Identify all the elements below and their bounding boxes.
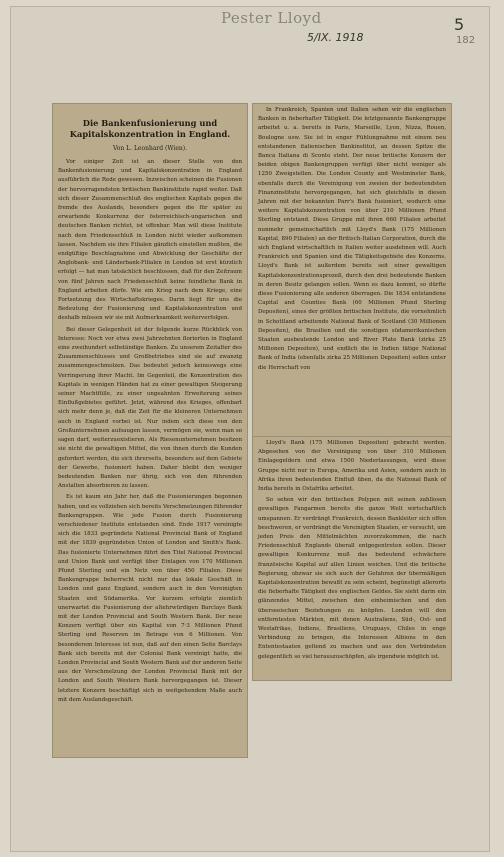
article-author: Von L. Leonhard (Wien). [112,145,188,152]
newspaper-name: Pester Lloyd [221,9,322,27]
archive-number: 182 [456,35,476,46]
column-3-text [253,437,451,666]
paragraph: Vor einiger Zeit ist an dieser Stelle von den Bankenfusionierung und Kapitalskonzentration in England ausführlich die Rede gewesen. Inzwischen scheinen die Fusionen der hervorragendsten britischen Bankinstitute rapid weiter. Daß sich dieser Zusammenschluß des englischen Kapitals gegen die fremde des Auslands, besonders gegen die für später zu erwartende Konkurrenz der österreichisch-ungarischen und deutschen Banken richtet, ist offenbar. Man will diese Institute nach dem Friedensschluß in London nicht wieder aufkommen lassen. Nachdem sie ihre Filialen gänzlich einstellen mußten, die endgültige Beschlagnahme und Abwicklung der Geschäfte der Anglobank- und Länderbank-Filialen in London ist erst kürzlich erfolgt — hat man tatsächlich beschlossen, daß für den Zeitraum von fünf Jahren nach Friedensschluß keine feindliche Bank in England arbeiten dürfe. Wie ein Krieg nach dem Kriege, eine Fortsetzung des Wirtschaftskrieges. Darin liegt für uns die Bedeutung der Fusionierung und Kapitalskonzentration und deshalb müssen wir sie mit Aufmerksamkeit weiterverfolgen. [58,159,242,322]
column-2-text [253,104,451,377]
clipping-column-2 [252,103,452,440]
clipping-column-1 [52,103,248,758]
paragraph: In Frankreich, Spanien und Italien sehen wir die englischen Banken in fieberhafter Tätigkeit. Die letztgenannte Bankengruppe arbeitet u. a. bereits in Paris, Marseille, Lyon, Nizza, Rouen, Boulogne usw. Sie ist in enger Fühlungnahme mit einem neu entstandenen italienischen Bankinstitut, an dessen Spitze die Banca Italiana di Sconto steht. Der neue britische Konzern der beiden obigen Bankengruppen verfügt über nicht weniger als 1250 Zweigstellen. Die London County and Westminster Bank, ebenfalls durch die Vereinigung von zweien der bedeutendsten Finanzinstitute hervorgegangen, hat sich gleichfalls in diesen Jahren mit der bekannten Parr's Bank fusioniert, wodurch eine weitere Kapitalskonzentration von über 210 Millionen Pfund Sterling entstand. Diese Gruppe mit ihren 660 Filialen arbeitet nunmehr gemeinschaftlich mit Lloyd's Bank (175 Millionen Kapital, 890 Filialen) an der Britisch-Italian Corporation, durch die sich England wirtschaftlich in Italien weiter ausdehnen will. Auch Frankreich und Spanien sind die Tätigkeitsgebiete des Konzerns. Lloyd's Bank ist außerdem bereits seit einer gewaltigen Kapitalskonzentrationsprozeß, durch den drei bedeutende Banken in deren Besitz gelangen sollen. Wenn es dazu kommt, so dürfte diese Fusionierung alle anderen überragen. Die 1834 entstandene Capital and Counties Bank (60 Millionen Pfund Sterling Depositen), eines der größten britischen Institute, die vornehmlich in Schottland arbeitende National Bank of Scotland (30 Millionen Depositen), die Brasilien und die sonstigen südamerikanischen Staaten ausbeutende London and River Plate Bank (zirka 25 Millionen Depositen), und endlich die in Indien tätige National Bank of India (ebenfalls zirka 25 Millionen Depositen) sollen unter die Herrschaft von [258,107,446,371]
paragraph: Lloyd's Bank (175 Millionen Depositen) gebracht werden. Abgesehen von der Vereinigung von über 310 Millionen Einlagegeldern und etwa 1500 Niederlassungen, wird diese Gruppe nicht nur in Europa, Amerika und Asien, sondern auch in Afrika ihren bedeutenden Einfluß üben, da die National Bank of India bereits in Ostafrika arbeitet. [258,440,446,493]
column-1-text [53,156,247,709]
corner-mark: 5 [454,15,465,34]
clipping-column-3 [252,436,452,681]
article-title: Die Bankenfusionierung und Kapitalskonzentration in England. [69,118,231,139]
paragraph: So sehen wir den britischen Polypen mit seinen zahllosen gewaltigen Fangarmen bereits die ganze Welt wirtschaftlich umspannen. Er verdrängt Frankreich, dessen Bankleiter sich offen beschweren, er verdrängt die Vereinigten Staaten, er versucht, um jeden Preis den Mittelmächten zuvorzukommen, die nach Friedensschluß Englands überall entgegentreten sollen. Dieser gewaltigen Konkurrenz muß das bedeutend schwächere französische Kapital auf allen Linien weichen. Und die britische Regierung, obzwar sie sich auch der Gefahren der übermäßigen Kapitalskonzentration bewußt zu sein scheint, begünstigt allerorts die fieberhafte Tätigkeit des englischen Geldes. Sie sieht darin ein glänzendes Mittel, zwischen den einheimischen und den überseeischen Beziehungen zu knüpfen. London will den entferntesten Märkten, mit denen Australiens, Süd-, Ost- und Westafrikas, Indiens, Brasiliens, Uruguays, Chiles in enge Verbindung zu bringen, die Interessen Albions in den Ententestaaten geltend zu machen und aus den Verbündeten gelegentlich so viel herauszuschöpfen, als irgendwie möglich ist. [258,497,446,660]
handwritten-date: 5/IX. 1918 [307,31,364,44]
paragraph: Bei dieser Gelegenheit ist der folgende kurze Rückblick von Interesse: Noch vor etwa zwei Jahrzehnten florierten in England eine zweihundert selbständige Banken. Zu unserem Zeitalter des Zusammenschlusses und Großbetriebes sind sie auf zwanzig zusammengeschmolzen. Das bedeutet jedoch keineswegs eine Verringerung ihrer Macht. Im Gegenteil, die Konzentration des Kapitals in wenigen Händen hat zu einer gewaltigen Steigerung seiner Machtfülle, zu einer ungeahnten Erweiterung seines Einflußgebietes geführt. Jetzt, während des Krieges, offenbart sich mehr denn je, daß die Zeit für die kleineren Unternehmen auch in England vorbei ist. Nur indem sich diese von den Großunternehmen aufsaugen lassen, vermögen sie, wenn man so sagen darf, weiterzuexistieren. Als Riesenunternehmen besitzen sie nicht die gewaltigen Mittel, die von ihnen durch die Kunden gefordert werden, die sich ihrerseits, besonders auf dem Gebiete der Gewerbe, fusioniert haben. Daher bleibt den weniger bedeutenden Banken nur übrig, sich von den führenden Anstalten absorbieren zu lassen. [58,326,242,490]
paragraph: Es ist kaum ein Jahr her, daß die Fusionierungen begonnen haben, und es vollziehen sich bereits Verschmelzungen führender Bankengruppen. Wie jede Fusion durch Fusionierung verschiedener Institute entstanden sind. Ende 1917 vereinigte sich die 1833 gegründete National Provincial Bank of England mit der 1839 gegründeten Union of London and Smith's Bank. Das fusionierte Unternehmen führt den Titel National Provincial and Union Bank und verfügt über Einlagen von 170 Millionen Pfund Sterling und ein Netz von über 450 Filialen. Diese Bankengruppe beherrscht nicht nur das lokale Geschäft in London und ganz England, sondern auch in den Vereinigten Staaten und Südamerika. Vor kurzem erfolgte ziemlich unerwartet die Fusionierung der altehrwürdigen Barclays Bank mit der London Provincial and South Western Bank. Der neue Konzern verfügt über ein Kapital von 7·3 Millionen Pfund Sterling und Reserven im Betrage von 6 Millionen. Von besonderem Interesse ist nun, daß auf den einen Seite Barclays Bank sich bereits mit der Colonial Bank vereinigt hatte, die London Provincial and South Western Bank auf der anderen Seite aus der Verschmelzung der London Provincial Bank mit der London and South Western Bank hervorgegangen ist. Dieser letztere Konzern beschäftigt sich in weitgehendem Maße auch mit dem Auslandsgeschäft. [58,494,242,703]
